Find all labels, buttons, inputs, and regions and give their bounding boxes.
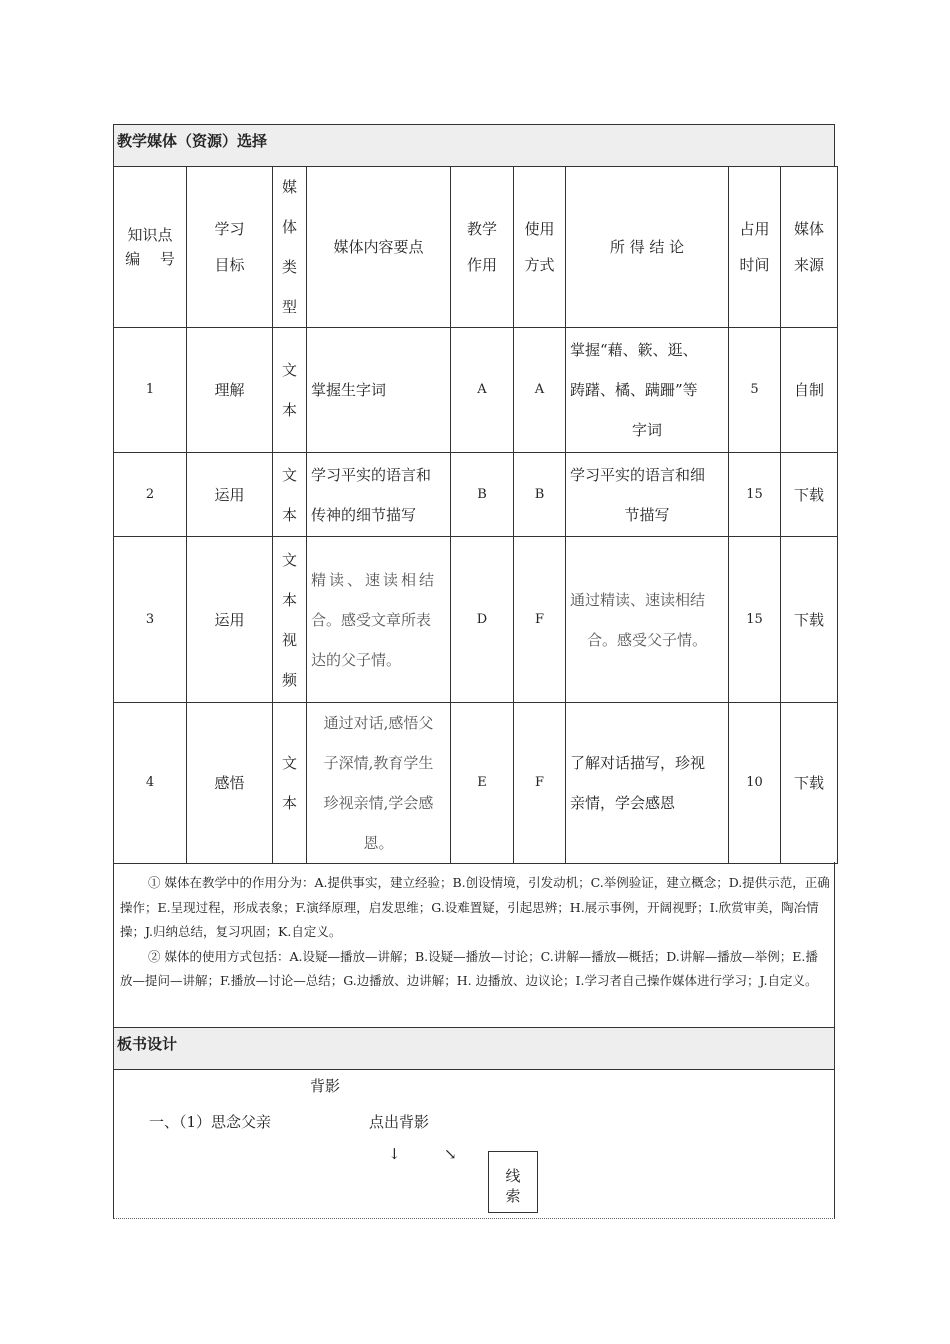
board-design — [113, 1069, 835, 1219]
row-4-content: 通过对话,感悟父 子深情,教育学生 珍视亲情,学会感 恩。 — [307, 703, 451, 864]
board-heading: 背影 — [310, 1077, 341, 1095]
board-line1-right: 点出背影 — [369, 1113, 430, 1131]
row-2-source: 下载 — [781, 453, 838, 537]
header-kp: 知识点 编 号 — [114, 167, 187, 328]
table-row — [114, 328, 838, 453]
row-2-usage: B — [514, 453, 566, 537]
row-3-content: 精读、速读相结 合。感受文章所表 达的父子情。 — [307, 537, 451, 703]
arrow-down-icon: ↓ — [388, 1145, 401, 1163]
table-header-row — [114, 167, 838, 328]
row-4-id: 4 — [114, 703, 187, 864]
header-usage: 使用 方式 — [514, 167, 566, 328]
header-role: 教学 作用 — [451, 167, 514, 328]
row-4-time: 10 — [729, 703, 781, 864]
row-4-type: 文 本 — [273, 703, 307, 864]
media-table — [113, 166, 838, 864]
row-3-role: D — [451, 537, 514, 703]
media-section-title: 教学媒体（资源）选择 — [113, 124, 835, 167]
table-row — [114, 537, 838, 703]
header-conclusion: 所 得 结 论 — [566, 167, 729, 328]
row-4-source: 下载 — [781, 703, 838, 864]
row-2-id: 2 — [114, 453, 187, 537]
header-time: 占用 时间 — [729, 167, 781, 328]
board-line1-left: 一、（1）思念父亲 — [149, 1113, 272, 1131]
header-type: 媒 体 类 型 — [273, 167, 307, 328]
row-3-id: 3 — [114, 537, 187, 703]
row-4-role: E — [451, 703, 514, 864]
board-section-title: 板书设计 — [113, 1027, 835, 1070]
header-source: 媒体 来源 — [781, 167, 838, 328]
table-row — [114, 703, 838, 864]
row-4-goal: 感悟 — [187, 703, 273, 864]
row-4-usage: F — [514, 703, 566, 864]
header-content: 媒体内容要点 — [307, 167, 451, 328]
row-1-conclusion: 掌握“藉、簌、逛、 踌躇、橘、蹒跚”等 字词 — [566, 328, 729, 453]
header-goal: 学习 目标 — [187, 167, 273, 328]
row-1-type: 文 本 — [273, 328, 307, 453]
row-1-source: 自制 — [781, 328, 838, 453]
row-2-time: 15 — [729, 453, 781, 537]
arrow-diagonal-icon: ↘ — [444, 1145, 457, 1163]
row-3-type: 文 本 视 频 — [273, 537, 307, 703]
row-3-usage: F — [514, 537, 566, 703]
media-notes — [113, 862, 835, 1028]
row-2-goal: 运用 — [187, 453, 273, 537]
row-3-time: 15 — [729, 537, 781, 703]
row-1-usage: A — [514, 328, 566, 453]
note-usages: ② 媒体的使用方式包括：A.设疑—播放—讲解；B.设疑—播放—讨论；C.讲解—播放—概括；D.讲解—播放—举例；E.播放—提问—讲解；F.播放—讨论—总结；G.边播放、边讲解；H. 边播放、边议论；I.学习者自己操作媒体进行学习；J.自定义。 — [120, 948, 818, 988]
row-2-role: B — [451, 453, 514, 537]
row-2-type: 文 本 — [273, 453, 307, 537]
row-3-source: 下载 — [781, 537, 838, 703]
note-roles: ① 媒体在教学中的作用分为：A.提供事实，建立经验；B.创设情境，引发动机；C.举例验证，建立概念；D.提供示范，正确操作；E.呈现过程，形成表象；F.演绎原理，启发思维；G.设难置疑，引起思辨；H.展示事例，开阔视野；I.欣赏审美，陶冶情操；J.归纳总结，复习巩固；K.自定义。 — [120, 875, 830, 939]
row-3-conclusion: 通过精读、速读相结 合。感受父子情。 — [566, 537, 729, 703]
row-1-content: 掌握生字词 — [307, 328, 451, 453]
row-2-conclusion: 学习平实的语言和细 节描写 — [566, 453, 729, 537]
row-1-id: 1 — [114, 328, 187, 453]
row-3-goal: 运用 — [187, 537, 273, 703]
row-4-conclusion: 了解对话描写，珍视 亲情，学会感恩 — [566, 703, 729, 864]
row-1-role: A — [451, 328, 514, 453]
row-1-time: 5 — [729, 328, 781, 453]
row-2-content: 学习平实的语言和 传神的细节描写 — [307, 453, 451, 537]
lesson-plan-frame — [113, 124, 837, 1224]
clue-box: 线 索 — [488, 1151, 538, 1213]
row-1-goal: 理解 — [187, 328, 273, 453]
table-row — [114, 453, 838, 537]
